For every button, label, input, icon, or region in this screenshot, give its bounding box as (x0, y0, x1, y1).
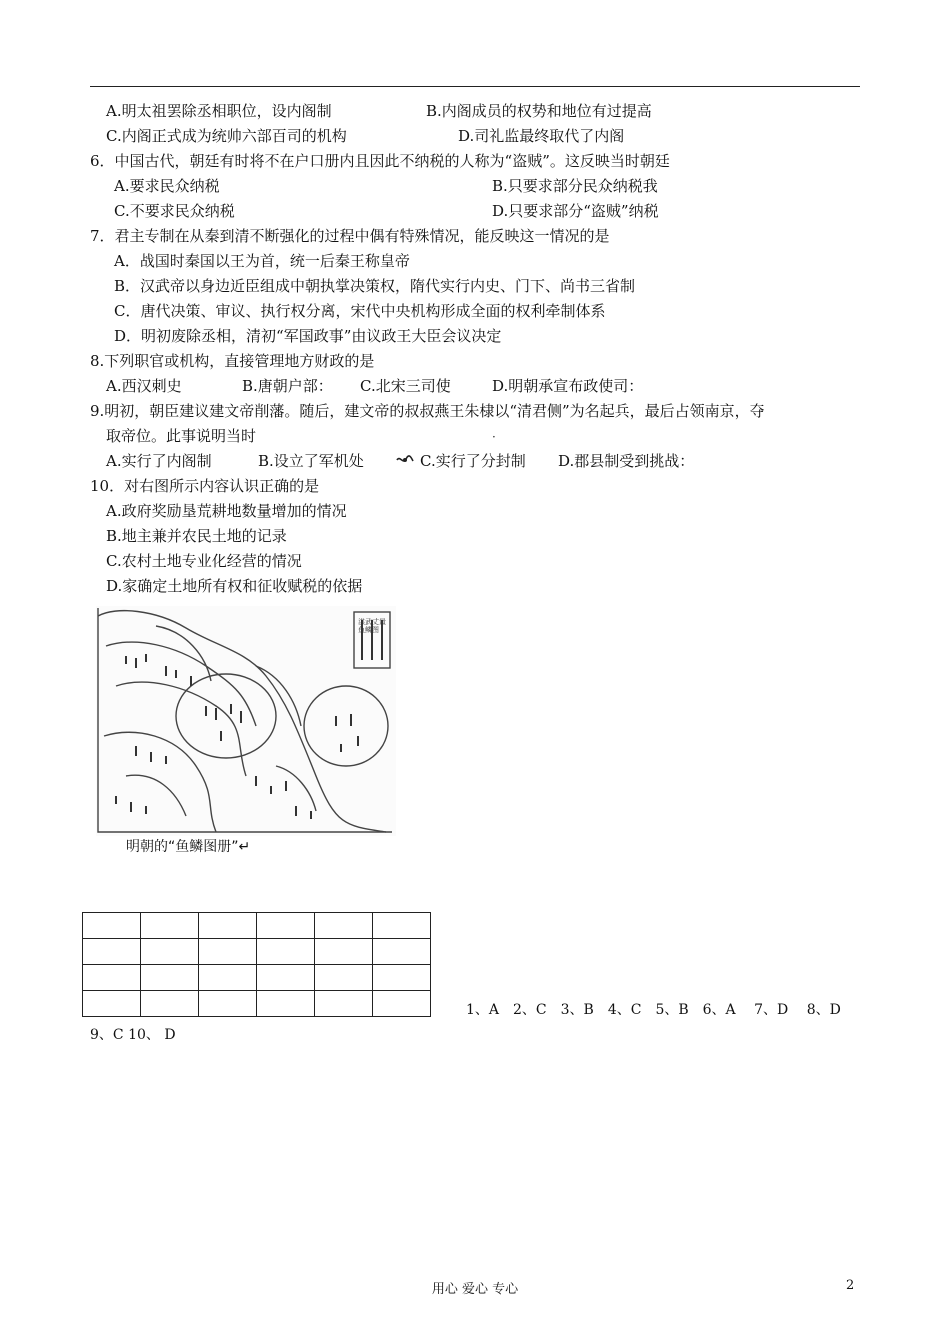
q9-option-b: B.设立了军机处 (258, 452, 364, 470)
answer-cell (373, 965, 431, 991)
figure-caption: 明朝的“鱼鳞图册”↵ (126, 839, 251, 855)
answer-key-line1: 1、A 2、C 3、B 4、C 5、B 6、A 7、D 8、D (466, 1002, 841, 1018)
answer-cell (373, 939, 431, 965)
answer-cell (199, 965, 257, 991)
answer-cell (83, 991, 141, 1017)
q8-option-c: C.北宋三司使 (360, 377, 451, 395)
answer-cell (199, 913, 257, 939)
q6-option-c: C.不要求民众纳税 (114, 202, 235, 220)
answer-cell (83, 913, 141, 939)
answer-cell (315, 913, 373, 939)
q5-option-b: B.内阁成员的权势和地位有过提高 (426, 102, 652, 120)
q7-stem: 7．君主专制在从秦到清不断强化的过程中偶有特殊情况，能反映这一情况的是 (90, 227, 610, 245)
stray-dot-mark: · (492, 430, 496, 444)
q8-option-d: D.明朝承宣布政使司： (492, 377, 644, 395)
q9-stem-line2: 取帝位。此事说明当时 (106, 427, 257, 445)
q9-option-d: D.郡县制受到挑战： (558, 452, 695, 470)
answer-cell (257, 913, 315, 939)
figure-panel-label: 洪武丈量鱼鳞图 (358, 618, 386, 634)
answer-cell (141, 965, 199, 991)
q5-option-d: D.司礼监最终取代了内阁 (458, 127, 625, 145)
answer-cell (83, 965, 141, 991)
footer-motto: 用心 爱心 专心 (431, 1282, 519, 1297)
fish-scale-map-illustration (96, 606, 396, 836)
q9-stem-line1: 9.明初，朝臣建议建文帝削藩。随后，建文帝的叔叔燕王朱棣以“清君侧”为名起兵，最后占领南京，夺 (90, 402, 765, 420)
q9-option-c: C.实行了分封制 (420, 452, 526, 470)
answer-cell (315, 991, 373, 1017)
q10-option-c: C.农村土地专业化经营的情况 (106, 552, 302, 570)
q10-stem: 10．对右图所示内容认识正确的是 (90, 477, 320, 495)
answer-cell (199, 991, 257, 1017)
answer-cell (257, 939, 315, 965)
q8-stem: 8.下列职官或机构，直接管理地方财政的是 (90, 352, 375, 370)
q6-stem: 6．中国古代，朝廷有时将不在户口册内且因此不纳税的人称为“盗贼”。这反映当时朝廷 (90, 152, 670, 170)
answer-grid (82, 912, 431, 1017)
answer-cell (373, 991, 431, 1017)
q9-option-a: A.实行了内阁制 (106, 452, 212, 470)
q7-option-d: D．明初废除丞相，清初“军国政事”由议政王大臣会议决定 (114, 327, 502, 345)
answer-cell (141, 939, 199, 965)
q7-option-b: B．汉武帝以身边近臣组成中朝执掌决策权，隋代实行内史、门下、尚书三省制 (114, 277, 636, 295)
table-row (83, 991, 431, 1017)
answer-key-line2: 9、C 10、 D (90, 1027, 176, 1043)
table-row (83, 913, 431, 939)
q5-option-c: C.内阁正式成为统帅六部百司的机构 (106, 127, 347, 145)
answer-cell (141, 913, 199, 939)
q6-option-a: A.要求民众纳税 (114, 177, 220, 195)
answer-cell (83, 939, 141, 965)
q10-option-d: D.家确定土地所有权和征收赋税的依据 (106, 577, 363, 595)
fish-scale-register-image (96, 606, 396, 856)
q8-option-b: B.唐朝户部： (242, 377, 333, 395)
header-rule (90, 86, 860, 87)
q7-option-a: A．战国时秦国以王为首，统一后秦王称皇帝 (114, 252, 410, 270)
answer-cell (141, 991, 199, 1017)
q10-option-b: B.地主兼并农民土地的记录 (106, 527, 287, 545)
table-row (83, 965, 431, 991)
answer-cell (199, 939, 257, 965)
answer-cell (373, 913, 431, 939)
q10-option-a: A.政府奖励垦荒耕地数量增加的情况 (106, 502, 347, 520)
page-number: 2 (846, 1278, 855, 1293)
answer-cell (315, 965, 373, 991)
q7-option-c: C．唐代决策、审议、执行权分离，宋代中央机构形成全面的权利牵制体系 (114, 302, 606, 320)
answer-cell (257, 991, 315, 1017)
q6-option-b: B.只要求部分民众纳税我 (492, 177, 658, 195)
table-row (83, 939, 431, 965)
answer-cell (315, 939, 373, 965)
answer-cell (257, 965, 315, 991)
scribble-icon (396, 453, 414, 470)
q5-option-a: A.明太祖罢除丞相职位，设内阁制 (106, 102, 332, 120)
q6-option-d: D.只要求部分“盗贼”纳税 (492, 202, 659, 220)
q8-option-a: A.西汉刺史 (106, 377, 182, 395)
